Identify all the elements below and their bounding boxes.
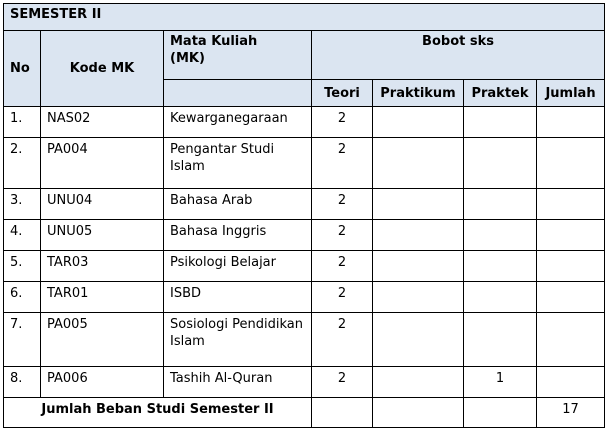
header-jumlah: Jumlah <box>537 80 605 107</box>
cell-no: 5. <box>4 251 41 282</box>
cell-kode: PA005 <box>41 313 164 367</box>
header-teori: Teori <box>312 80 373 107</box>
cell-no: 6. <box>4 282 41 313</box>
total-teori <box>312 398 373 428</box>
total-praktek <box>464 398 537 428</box>
table-row <box>4 107 605 138</box>
cell-praktek <box>464 189 537 220</box>
cell-jumlah <box>537 367 605 398</box>
cell-jumlah <box>537 282 605 313</box>
cell-teori: 2 <box>312 107 373 138</box>
cell-teori: 2 <box>312 251 373 282</box>
cell-no: 8. <box>4 367 41 398</box>
cell-kode: PA006 <box>41 367 164 398</box>
cell-teori: 2 <box>312 282 373 313</box>
table-row <box>4 313 605 367</box>
table-row <box>4 251 605 282</box>
header-kode-mk: Kode MK <box>41 31 164 107</box>
cell-no: 4. <box>4 220 41 251</box>
cell-praktikum <box>373 367 464 398</box>
header-no: No <box>4 31 41 107</box>
cell-praktikum <box>373 251 464 282</box>
table-row <box>4 282 605 313</box>
cell-praktikum <box>373 313 464 367</box>
cell-no: 1. <box>4 107 41 138</box>
table-row <box>4 367 605 398</box>
header-bobot-sks: Bobot sks <box>312 31 605 80</box>
cell-praktikum <box>373 189 464 220</box>
table-row <box>4 138 605 189</box>
header-praktikum: Praktikum <box>373 80 464 107</box>
cell-no: 3. <box>4 189 41 220</box>
cell-no: 7. <box>4 313 41 367</box>
cell-praktikum <box>373 107 464 138</box>
cell-jumlah <box>537 220 605 251</box>
cell-mata-kuliah: Pengantar Studi Islam <box>164 138 312 189</box>
cell-mata-kuliah: Sosiologi Pendidikan Islam <box>164 313 312 367</box>
total-label: Jumlah Beban Studi Semester II <box>4 398 312 428</box>
cell-kode: UNU05 <box>41 220 164 251</box>
cell-praktek: 1 <box>464 367 537 398</box>
cell-mata-kuliah: Psikologi Belajar <box>164 251 312 282</box>
cell-teori: 2 <box>312 313 373 367</box>
cell-praktikum <box>373 138 464 189</box>
cell-praktikum <box>373 220 464 251</box>
total-row <box>4 398 605 428</box>
header-mata-kuliah: Mata Kuliah (MK) <box>164 31 312 80</box>
cell-kode: TAR03 <box>41 251 164 282</box>
cell-kode: NAS02 <box>41 107 164 138</box>
table-row <box>4 220 605 251</box>
cell-mata-kuliah: Bahasa Inggris <box>164 220 312 251</box>
semester-title: SEMESTER II <box>4 4 605 31</box>
semester-table <box>3 3 605 428</box>
cell-kode: TAR01 <box>41 282 164 313</box>
cell-praktek <box>464 138 537 189</box>
cell-teori: 2 <box>312 367 373 398</box>
cell-praktek <box>464 282 537 313</box>
cell-praktek <box>464 220 537 251</box>
header-praktek: Praktek <box>464 80 537 107</box>
cell-jumlah <box>537 313 605 367</box>
cell-mata-kuliah: Bahasa Arab <box>164 189 312 220</box>
cell-no: 2. <box>4 138 41 189</box>
cell-jumlah <box>537 138 605 189</box>
cell-teori: 2 <box>312 189 373 220</box>
total-praktikum <box>373 398 464 428</box>
header-mata-kuliah-sub <box>164 80 312 107</box>
total-jumlah: 17 <box>537 398 605 428</box>
cell-praktek <box>464 251 537 282</box>
cell-mata-kuliah: ISBD <box>164 282 312 313</box>
cell-praktikum <box>373 282 464 313</box>
cell-jumlah <box>537 251 605 282</box>
table-row <box>4 189 605 220</box>
cell-mata-kuliah: Kewarganegaraan <box>164 107 312 138</box>
cell-jumlah <box>537 189 605 220</box>
cell-praktek <box>464 107 537 138</box>
cell-praktek <box>464 313 537 367</box>
cell-kode: UNU04 <box>41 189 164 220</box>
cell-teori: 2 <box>312 138 373 189</box>
cell-teori: 2 <box>312 220 373 251</box>
cell-jumlah <box>537 107 605 138</box>
cell-kode: PA004 <box>41 138 164 189</box>
cell-mata-kuliah: Tashih Al-Quran <box>164 367 312 398</box>
